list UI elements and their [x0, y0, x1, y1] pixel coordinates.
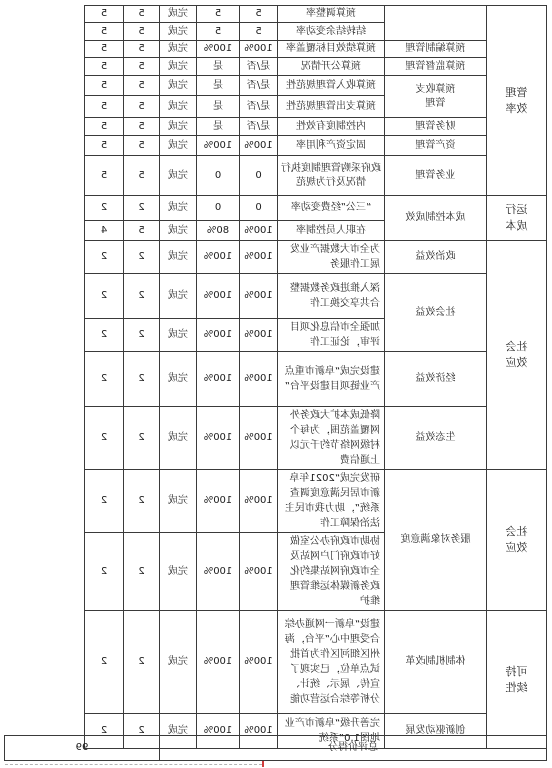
table-row: [85, 58, 547, 76]
subcategory-cell: 体制机制改革: [385, 611, 487, 714]
subcategory-cell: [385, 76, 487, 118]
completion-cell: 完成: [160, 352, 197, 407]
indicator-cell: 为全市大数据产业发展工作服务: [278, 241, 385, 274]
target-cell: 是/否: [240, 96, 278, 118]
indicator-cell: 深入推进政务数据整合共享交换工作: [278, 274, 385, 319]
subcategory-cell: 成本控制成效: [385, 196, 487, 241]
target-cell: 是/否: [240, 118, 278, 136]
indicator-cell: 预算公开情况: [278, 58, 385, 76]
indicator-cell: 研发完成“2021年阜新市居民满意度调查系统”，助力我市民主法治保障工作: [278, 470, 385, 533]
category-cell: [487, 241, 547, 470]
subcategory-cell: 资产管理: [385, 136, 487, 156]
actual-cell: 100%: [197, 470, 240, 533]
indicator-cell: 建设“阜新一网通办综合受理中心”平台，海州区细河区作为首批试点单位，已实现了宣传、展示、统计、分析等综合运营功能: [278, 611, 385, 714]
table-row: [85, 611, 547, 714]
indicator-cell: 内控制度有效性: [278, 118, 385, 136]
score-cell: 5: [85, 76, 124, 96]
target-cell: 0: [240, 196, 278, 221]
table-row: [85, 41, 547, 58]
subcategory-cell: 服务对象满意度: [385, 470, 487, 611]
subcategory-cell: 政治效益: [385, 241, 487, 274]
total-score-row: [4, 735, 547, 761]
completion-cell: 完成: [160, 96, 197, 118]
score-cell: 5: [85, 118, 124, 136]
subcategory-cell: 预算编制管理: [385, 41, 487, 58]
completion-cell: 完成: [160, 714, 197, 749]
completion-cell: 完成: [160, 241, 197, 274]
target-cell: 5: [240, 6, 278, 23]
indicator-cell: 预算支出管理规范性: [278, 96, 385, 118]
category-label: 社会效应: [505, 525, 528, 554]
evaluation-table: [84, 5, 547, 749]
target-cell: 100%: [240, 533, 278, 611]
scan-red-mark: [262, 761, 264, 767]
actual-cell: 80%: [197, 221, 240, 241]
weight-cell: 2: [124, 407, 160, 470]
actual-cell: 100%: [197, 533, 240, 611]
target-cell: 100%: [240, 136, 278, 156]
subcategory-cell: 生态效益: [385, 407, 487, 470]
category-label: 运行成本: [505, 203, 528, 232]
category-label: 可持续性: [505, 664, 528, 694]
weight-cell: 5: [124, 6, 160, 23]
subcategory-cell: 经济效益: [385, 352, 487, 407]
weight-cell: 5: [124, 76, 160, 96]
actual-cell: 0: [197, 196, 240, 221]
completion-cell: 完成: [160, 611, 197, 714]
subcategory-cell: 财务管理: [385, 118, 487, 136]
weight-cell: 2: [124, 470, 160, 533]
actual-cell: 是: [197, 96, 240, 118]
weight-cell: 2: [124, 714, 160, 749]
actual-cell: 5: [197, 6, 240, 23]
target-cell: 5: [240, 23, 278, 41]
completion-cell: 完成: [160, 470, 197, 533]
actual-cell: 0: [197, 156, 240, 196]
indicator-cell: 协助市政府办公室做好市政府门户网站及全市政府网站集约化政务新媒体运维管理维护: [278, 533, 385, 611]
weight-cell: 5: [124, 96, 160, 118]
weight-cell: 2: [124, 274, 160, 319]
table-row: [85, 76, 547, 96]
target-cell: 100%: [240, 241, 278, 274]
indicator-cell: 政府采购管理制度执行情况及行为规范: [278, 156, 385, 196]
completion-cell: 完成: [160, 41, 197, 58]
target-cell: 100%: [240, 407, 278, 470]
table-row: [85, 6, 547, 23]
table-row: [85, 156, 547, 196]
score-cell: 2: [85, 714, 124, 749]
category-cell: [487, 611, 547, 749]
completion-cell: 完成: [160, 136, 197, 156]
completion-cell: 完成: [160, 6, 197, 23]
table-row: [85, 407, 547, 470]
subcategory-cell: 创新驱动发展: [385, 714, 487, 749]
actual-cell: 5: [197, 23, 240, 41]
target-cell: 100%: [240, 41, 278, 58]
score-cell: 2: [85, 352, 124, 407]
indicator-cell: 预算收入管理规范性: [278, 76, 385, 96]
category-cell: [487, 6, 547, 196]
indicator-cell: “三公”经费变动率: [278, 196, 385, 221]
actual-cell: 是: [197, 58, 240, 76]
completion-cell: 完成: [160, 533, 197, 611]
target-cell: 100%: [240, 352, 278, 407]
actual-cell: 100%: [197, 319, 240, 352]
actual-cell: 100%: [197, 714, 240, 749]
actual-cell: 是: [197, 118, 240, 136]
weight-cell: 5: [124, 156, 160, 196]
score-cell: 5: [85, 58, 124, 76]
score-cell: 2: [85, 470, 124, 533]
completion-cell: 完成: [160, 58, 197, 76]
weight-cell: 5: [124, 136, 160, 156]
actual-cell: 100%: [197, 241, 240, 274]
target-cell: 100%: [240, 221, 278, 241]
target-cell: 100%: [240, 274, 278, 319]
score-cell: 2: [85, 533, 124, 611]
actual-cell: 100%: [197, 41, 240, 58]
target-cell: 100%: [240, 470, 278, 533]
subcategory-cell: [385, 6, 487, 41]
actual-cell: 100%: [197, 274, 240, 319]
table-row: [85, 136, 547, 156]
completion-cell: 完成: [160, 118, 197, 136]
target-cell: 100%: [240, 611, 278, 714]
score-cell: 5: [85, 6, 124, 23]
total-score-label: 总评价得分: [160, 736, 547, 761]
weight-cell: 5: [124, 221, 160, 241]
category-cell: [487, 196, 547, 241]
table-row: [85, 196, 547, 221]
score-cell: 5: [85, 96, 124, 118]
score-cell: 2: [85, 196, 124, 221]
target-cell: 100%: [240, 714, 278, 749]
category-cell: [487, 470, 547, 611]
score-cell: 2: [85, 611, 124, 714]
actual-cell: 100%: [197, 611, 240, 714]
table-row: [85, 470, 547, 533]
completion-cell: 完成: [160, 407, 197, 470]
score-cell: 2: [85, 241, 124, 274]
table-row: [85, 241, 547, 274]
score-cell: 5: [85, 136, 124, 156]
completion-cell: 完成: [160, 221, 197, 241]
completion-cell: 完成: [160, 76, 197, 96]
subcategory-label: 预算收支管理: [415, 83, 456, 109]
weight-cell: 2: [124, 611, 160, 714]
indicator-cell: 预算绩效目标覆盖率: [278, 41, 385, 58]
indicator-cell: 固定资产利用率: [278, 136, 385, 156]
weight-cell: 5: [124, 58, 160, 76]
score-cell: 5: [85, 156, 124, 196]
subcategory-cell: 预算监督管理: [385, 58, 487, 76]
indicator-cell: 加强全市信息化项目评审，论证工作: [278, 319, 385, 352]
scan-dashed-line: [5, 764, 262, 765]
indicator-cell: 结转结余变动率: [278, 23, 385, 41]
category-label: 社会效应: [505, 340, 528, 369]
completion-cell: 完成: [160, 319, 197, 352]
score-cell: 4: [85, 221, 124, 241]
indicator-cell: 在职人员控制率: [278, 221, 385, 241]
indicator-cell: 预算调整率: [278, 6, 385, 23]
weight-cell: 5: [124, 118, 160, 136]
actual-cell: 100%: [197, 352, 240, 407]
completion-cell: 完成: [160, 23, 197, 41]
total-score-value: 99: [5, 736, 160, 761]
subcategory-cell: 社会效益: [385, 274, 487, 352]
target-cell: 100%: [240, 319, 278, 352]
table-row: [85, 352, 547, 407]
weight-cell: 2: [124, 352, 160, 407]
category-label: 管理效率: [505, 85, 528, 115]
score-cell: 2: [85, 274, 124, 319]
score-cell: 5: [85, 41, 124, 58]
indicator-cell: 降低成本扩大政务外网覆盖范围，为每个村级网络节约千元以上通信费: [278, 407, 385, 470]
table-row: [85, 118, 547, 136]
actual-cell: 100%: [197, 407, 240, 470]
score-cell: 2: [85, 319, 124, 352]
completion-cell: 完成: [160, 196, 197, 221]
target-cell: 是/否: [240, 58, 278, 76]
score-cell: 2: [85, 407, 124, 470]
indicator-cell: 建设完成“阜新市重点产业链项目建设平台”: [278, 352, 385, 407]
actual-cell: 是: [197, 76, 240, 96]
weight-cell: 5: [124, 41, 160, 58]
target-cell: 0: [240, 156, 278, 196]
weight-cell: 2: [124, 533, 160, 611]
completion-cell: 完成: [160, 274, 197, 319]
indicator-cell: 完善升级“阜新市产业地图1.0”系统: [278, 714, 385, 749]
table-row: [85, 274, 547, 319]
subcategory-cell: 业务管理: [385, 156, 487, 196]
score-cell: 5: [85, 23, 124, 41]
target-cell: 是/否: [240, 76, 278, 96]
weight-cell: 2: [124, 319, 160, 352]
completion-cell: 完成: [160, 156, 197, 196]
weight-cell: 2: [124, 196, 160, 221]
actual-cell: 100%: [197, 136, 240, 156]
weight-cell: 2: [124, 241, 160, 274]
weight-cell: 5: [124, 23, 160, 41]
